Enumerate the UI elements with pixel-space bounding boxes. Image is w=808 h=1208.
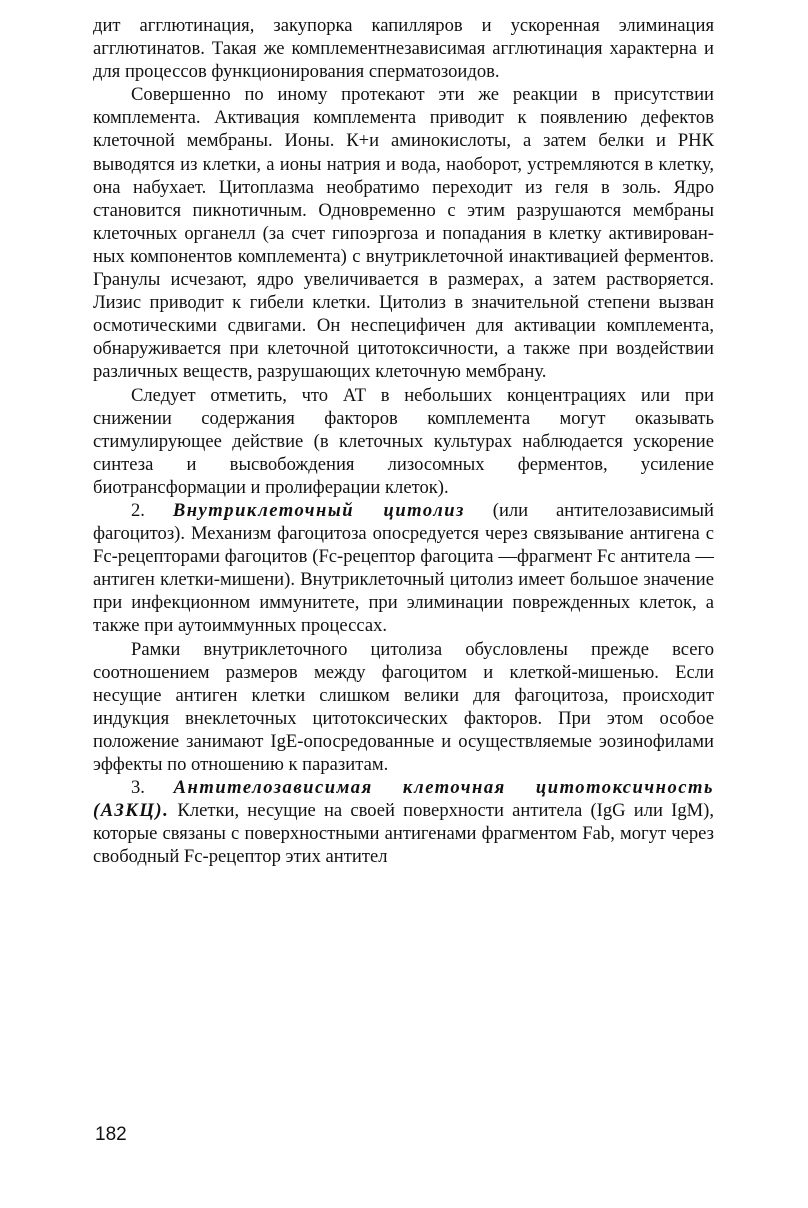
paragraph-intracellular-cytolysis: [93, 499, 714, 638]
paragraph-complement-lysis: [93, 83, 714, 383]
paragraph-text: Следует отметить, что АТ в небольших концентрациях или при снижении содержания факторов комплемента могут оказывать стимулирующее действие (в клеточных культурах наблюдается ускорение синтеза и высвобождения лизосомных ферментов, усиление биотрансформации и пролиферации клеток).: [93, 384, 714, 498]
section-heading: Внутриклеточный цитолиз: [172, 499, 465, 521]
body-text: [93, 14, 714, 868]
item-number: 3.: [131, 777, 174, 799]
paragraph-adcc: [93, 776, 714, 868]
paragraph-text: дит агглютинация, закупорка капилляров и ускоренная элиминация агглютинатов. Такая же комплементнезависимая агглютинация характерна и для процессов функционирования сперматозоидов.: [93, 15, 714, 83]
page-number: 182: [95, 1124, 127, 1145]
paragraph-cytolysis-limits: [93, 638, 714, 777]
paragraph-text: Совершенно по иному протекают эти же реакции в присутствии комплемента. Активация комплемента приводит к появлению дефектов клеточной мембраны. Ионы. К+и аминокислоты, а затем белки и РНК выводятся из клетки, а ионы натрия и вода, наоборот, устремляются в клетку, она набухает. Цитоплазма необратимо переходит из геля в золь. Ядро становится пикнотичным. Одновременно с этим разрушаются мембраны клеточных органелл (за счет гипоэргоза и попадания в клетку активированных компонентов комплемента) с внутриклеточной инактивацией ферментов. Гранулы исчезают, ядро увеличивается в размерах, а затем растворяется. Лизис приводит к гибели клетки. Цитолиз в значительной степени вызван осмотическими сдвигами. Он неспецифичен для активации комплемента, обнаруживается при клеточной цитотоксичности, а также при воздействии различных веществ, разрушающих клеточную мембрану.: [93, 84, 714, 383]
paragraph-text: Рамки внутриклеточного цитолиза обусловлены прежде всего соотношением размеров между фагоцитом и клеткой-мишенью. Если несущие антиген клетки слишком велики для фагоцитоза, происходит индукция внеклеточных цитотоксических факторов. При этом особое положение занимают IgE-опосредованные и осуществляемые эозинофилами эффекты по отношению к паразитам.: [93, 638, 714, 775]
item-number: 2.: [131, 499, 173, 521]
paragraph-stimulating-effect: [93, 384, 714, 499]
paragraph-text: (или антителозависимый фагоцитоз). Механизм фагоцитоза опосредуется через связывание антигена с Fc-рецепторами фагоцитов (Fc-рецептор фагоцита —фрагмент Fc антитела —антиген клетки-мишени). Внутриклеточный цитолиз имеет большое значение при инфекционном иммунитете, при элиминации поврежденных клеток, а также при аутоиммунных процессах.: [93, 499, 714, 637]
paragraph-text: Клетки, несущие на своей поверхности антитела (IgG или IgM), которые связаны с поверхностными антигенами фрагментом Fab, могут через свободный Fc-рецептор этих антител: [93, 800, 714, 868]
paragraph-continuation: [93, 14, 714, 83]
section-heading: Антителозависимая клеточная цитотоксичность (АЗКЦ).: [93, 777, 714, 822]
